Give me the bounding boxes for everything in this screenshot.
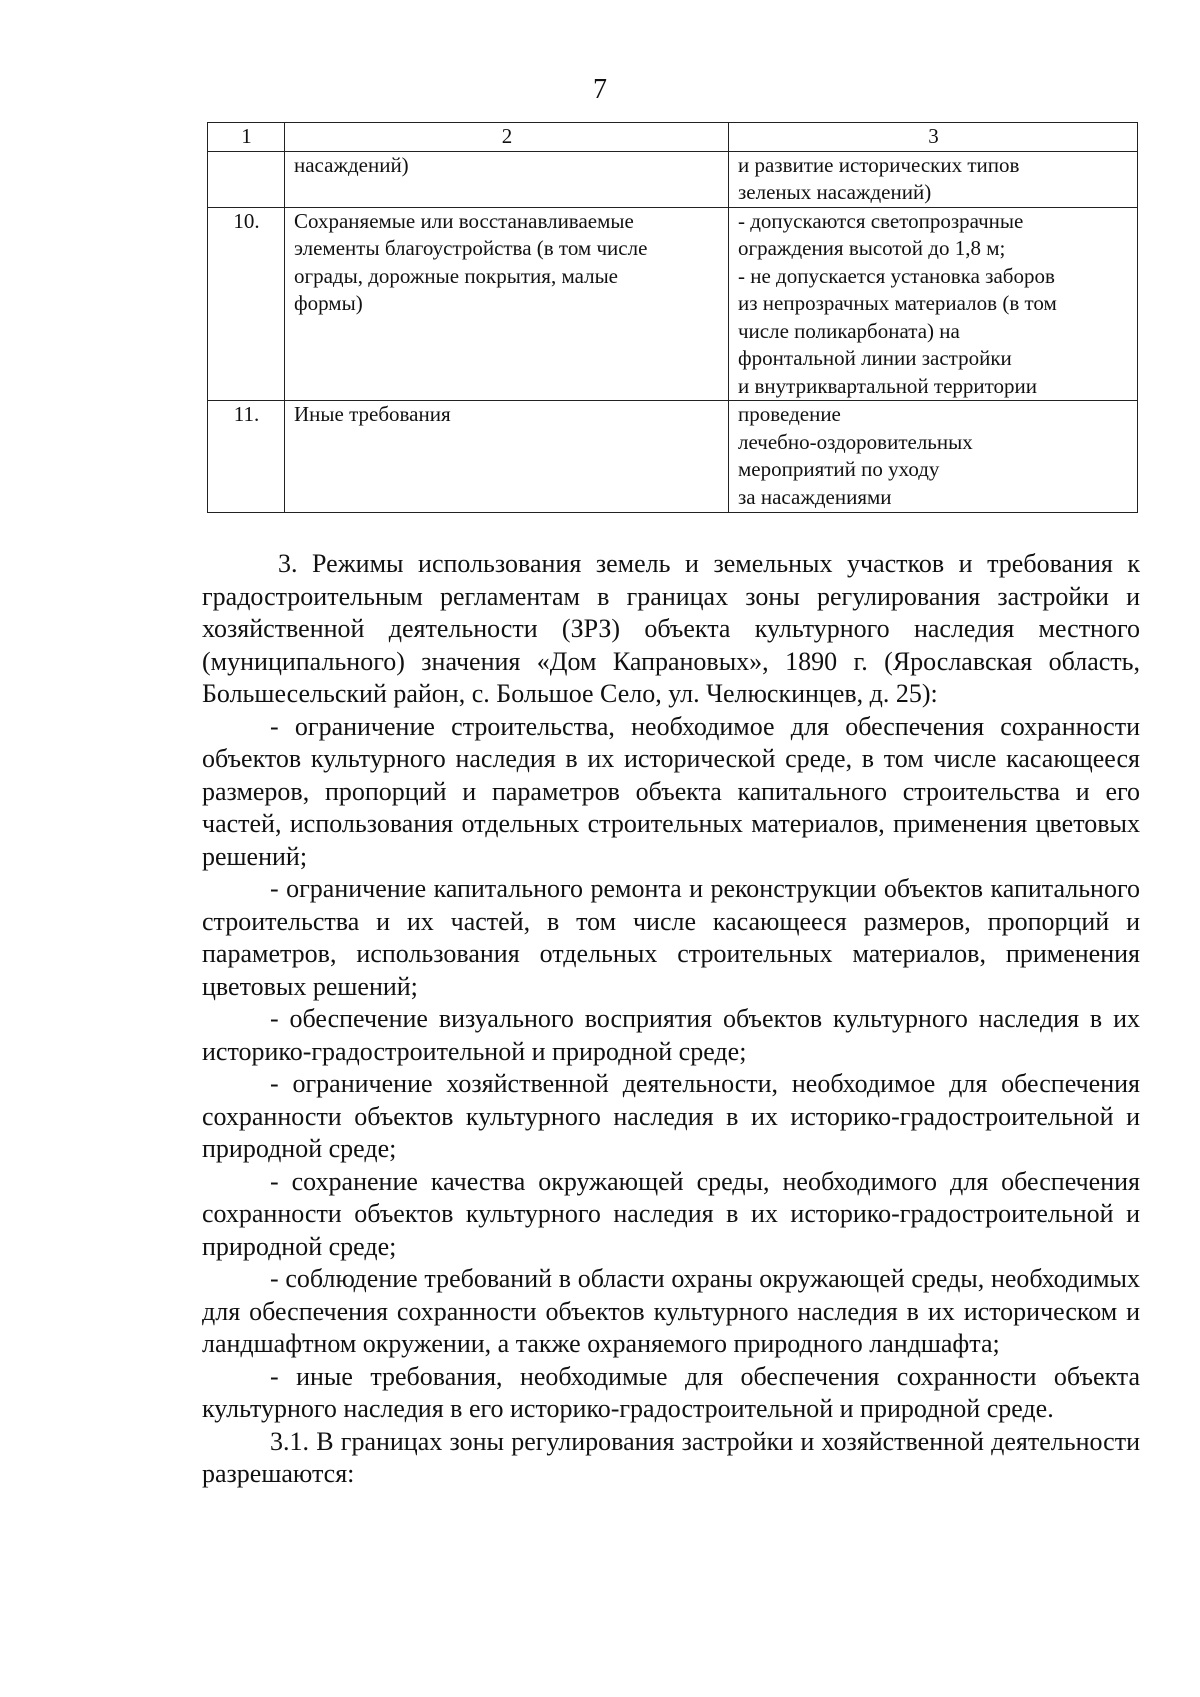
section-3-intro: 3. Режимы использования земель и земельных участков и требования к градостроительным регламентам в границах зоны регулирования застройки и хозяйственной деятельности (ЗРЗ) объекта культурного наследия местного (муниципального) значения «Дом Капрановых», 1890 г. (Ярославская область, Большесельский район, с. Большое Село, ул. Челюскинцев, д. 25): [202,549,1140,708]
page-number: 7 [593,74,607,105]
table-header-row [208,123,1138,152]
list-item: - иные требования, необходимые для обеспечения сохранности объекта культурного наследия в его историко-градостроительной и природной среде. [202,1361,1140,1423]
cell-line: Иные требования [294,402,451,426]
cell-line: за насаждениями [738,484,892,509]
list-item: - ограничение строительства, необходимое для обеспечения сохранности объектов культурного наследия в их исторической среде, в том числе касающееся размеров, пропорций и параметров объекта капитального строительства и его частей, использования отдельных строительных материалов, применения цветовых решений; [202,711,1140,871]
table-cell-requirement [729,401,1138,513]
table-row [208,151,1138,207]
table-header-cell: 1 [208,123,285,152]
document-body [202,548,1140,1491]
table-row [208,401,1138,513]
table-header-cell: 2 [285,123,729,152]
table-cell-element [285,207,729,401]
table-cell-requirement [729,151,1138,207]
table-row [208,207,1138,401]
list-item: - соблюдение требований в области охраны окружающей среды, необходимых для обеспечения сохранности объектов культурного наследия в их историческом и ландшафтном окружении, а также охраняемого природного ландшафта; [202,1264,1140,1358]
list-item: - ограничение капитального ремонта и реконструкции объектов капитального строительства и их частей, в том числе касающееся размеров, пропорций и параметров, использования отдельных строительных материалов, применения цветовых решений; [202,874,1140,1001]
cell-line: насаждений) [294,152,409,177]
cell-line: зеленых насаждений) [738,180,932,204]
cell-line: Сохраняемые или восстанавливаемые [294,208,634,233]
cell-line: и развитие исторических типов [738,152,1020,177]
cell-line: элементы благоустройства (в том числе [294,236,648,260]
table-cell-number: 11. [208,401,285,513]
table-cell-element [285,151,729,207]
list-item: - сохранение качества окружающей среды, необходимого для обеспечения сохранности объектов культурного наследия в их историко-градостроительной и природной среде; [202,1166,1140,1261]
requirements-table [207,122,1138,513]
table-cell-number [208,151,285,207]
cell-line: ограждения высотой до 1,8 м; [738,236,1006,260]
table-header-cell: 3 [729,123,1138,152]
section-3-1: 3.1. В границах зоны регулирования застройки и хозяйственной деятельности разрешаются: [202,1426,1140,1488]
list-item: - ограничение хозяйственной деятельности, необходимое для обеспечения сохранности объектов культурного наследия в их историко-градостроительной и природной среде; [202,1069,1140,1163]
cell-line: лечебно-оздоровительных [738,429,973,454]
cell-line: - не допускается установка заборов [738,263,1055,288]
cell-line: ограды, дорожные покрытия, малые [294,263,619,288]
cell-line: фронтальной линии застройки [738,346,1012,370]
cell-line: из непрозрачных материалов (в том [738,291,1057,315]
list-item: - обеспечение визуального восприятия объектов культурного наследия в их историко-градостроительной и природной среде; [202,1004,1140,1066]
cell-line: мероприятий по уходу [738,457,940,481]
cell-line: числе поликарбоната) на [738,318,960,343]
cell-line: - допускаются светопрозрачные [738,208,1024,233]
table-cell-number: 10. [208,207,285,401]
table-cell-requirement [729,207,1138,401]
cell-line: и внутриквартальной территории [738,373,1038,398]
table-cell-element [285,401,729,513]
cell-line: проведение [738,402,841,426]
cell-line: формы) [294,291,363,315]
